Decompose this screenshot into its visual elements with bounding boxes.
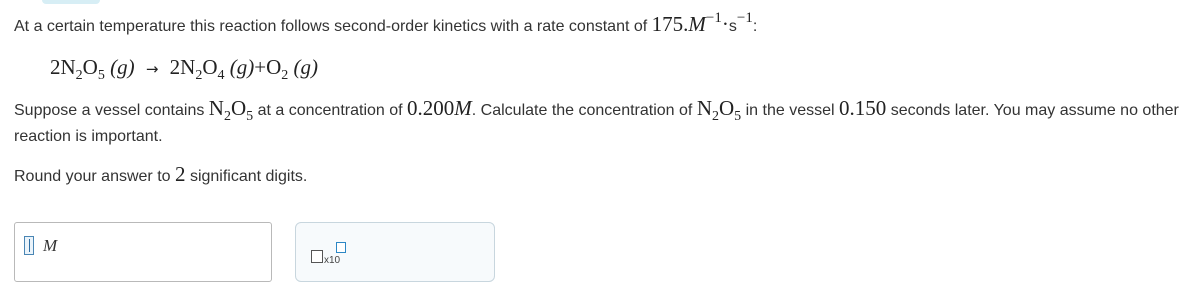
question-line-1 bbox=[14, 12, 757, 37]
answer-unit-label: M bbox=[43, 236, 58, 255]
rate-colon: : bbox=[752, 18, 758, 35]
reaction-equation bbox=[50, 55, 319, 83]
rate-unit-dot: · bbox=[721, 12, 729, 36]
chem-n2o5-2: $N_2O_5$ bbox=[696, 96, 742, 124]
rate-unit-m-exp: −1 bbox=[705, 10, 722, 26]
reactant-state: (g) bbox=[110, 55, 135, 79]
round-part1: Round your answer to bbox=[14, 168, 171, 185]
rate-unit-s: s bbox=[728, 18, 737, 35]
rate-unit-m: M bbox=[688, 12, 706, 36]
answer-input-field[interactable] bbox=[24, 236, 34, 255]
exponent-box-icon bbox=[336, 242, 346, 253]
product-n2o4: $2N_2O_4$ bbox=[169, 55, 225, 83]
scientific-notation-button[interactable] bbox=[311, 241, 347, 267]
line2-part1: Suppose a vessel contains bbox=[14, 102, 205, 119]
question-line-2 bbox=[14, 96, 1179, 124]
top-tab bbox=[42, 0, 100, 4]
concentration-value: 0.200 bbox=[407, 96, 455, 120]
question-line-3: reaction is important. bbox=[14, 128, 163, 145]
plus-sign: + bbox=[254, 55, 267, 79]
product-o2: $O_2$ bbox=[266, 55, 289, 83]
rounding-instruction bbox=[14, 162, 307, 187]
answer-input-box[interactable] bbox=[14, 222, 272, 282]
rate-constant-value: 175. bbox=[651, 12, 689, 36]
line2-part2: at a concentration of bbox=[257, 102, 403, 119]
intro-text: At a certain temperature this reaction follows second-order kinetics with a rate constant of bbox=[14, 18, 648, 35]
x10-label: x10 bbox=[324, 255, 341, 266]
product-o2-state: (g) bbox=[293, 55, 319, 79]
line2-part3: . Calculate the concentration of bbox=[471, 102, 693, 119]
rate-unit-s-exp: −1 bbox=[736, 10, 753, 26]
round-part2: significant digits. bbox=[189, 168, 308, 185]
reaction-arrow: → bbox=[145, 60, 159, 78]
line2-part5: seconds later. You may assume no other bbox=[890, 102, 1179, 119]
round-digits: 2 bbox=[174, 162, 186, 186]
time-value: 0.150 bbox=[839, 96, 887, 120]
text-cursor bbox=[29, 239, 30, 252]
reactant-n2o5: $2N_2O_5$ bbox=[50, 55, 105, 83]
mantissa-box-icon bbox=[311, 250, 323, 263]
product-n2o4-state: (g) bbox=[229, 55, 255, 79]
line2-part4: in the vessel bbox=[745, 102, 835, 119]
math-tools-panel bbox=[295, 222, 495, 282]
chem-n2o5-1: $N_2O_5$ bbox=[208, 96, 254, 124]
concentration-unit: M bbox=[454, 96, 472, 120]
